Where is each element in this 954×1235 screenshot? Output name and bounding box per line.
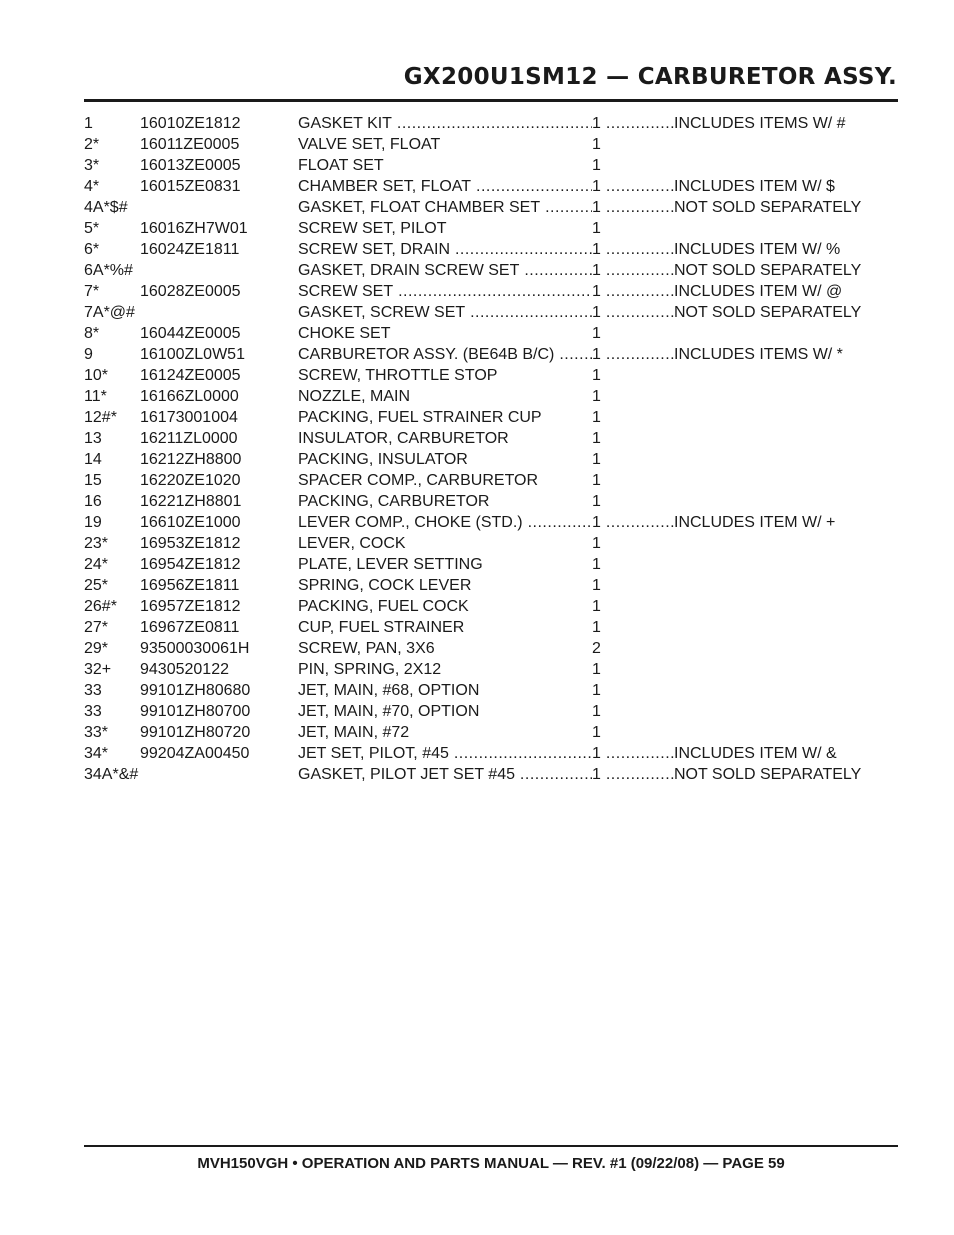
- part-number: 16166ZL0000: [140, 388, 239, 405]
- item-number: 10*: [84, 367, 109, 384]
- part-number: 99101ZH80700: [140, 703, 251, 720]
- remarks: INCLUDES ITEM W/ +: [674, 514, 836, 531]
- item-number: 33: [84, 703, 102, 720]
- part-description: GASKET, SCREW SET .....: [298, 302, 592, 323]
- part-description: JET, MAIN, #70, OPTION: [298, 703, 480, 720]
- item-number: 19: [84, 514, 102, 531]
- part-number: 16221ZH8801: [140, 493, 242, 510]
- parts-list: [84, 113, 864, 785]
- item-number: 7*: [84, 283, 100, 300]
- part-description: CHAMBER SET, FLOAT .....: [298, 176, 592, 197]
- parts-row: [84, 239, 864, 260]
- parts-row: [84, 365, 864, 386]
- part-description: PIN, SPRING, 2X12: [298, 661, 442, 678]
- part-number: 16212ZH8800: [140, 451, 242, 468]
- item-number: 34*: [84, 745, 109, 762]
- remarks: NOT SOLD SEPARATELY: [674, 199, 862, 216]
- quantity: 1: [592, 430, 601, 447]
- part-description: SCREW, PAN, 3X6: [298, 640, 435, 657]
- part-number: 16957ZE1812: [140, 598, 241, 615]
- quantity: 1: [592, 535, 601, 552]
- part-description: SCREW SET, PILOT: [298, 220, 447, 237]
- quantity: 1: [592, 388, 601, 405]
- quantity: 1: [592, 367, 601, 384]
- item-number: 29*: [84, 640, 109, 657]
- parts-row: [84, 533, 864, 554]
- item-number: 1: [84, 115, 93, 132]
- quantity: 1: [592, 409, 601, 426]
- quantity: 1: [592, 157, 601, 174]
- part-description: CARBURETOR ASSY. (BE64B B/C) .....: [298, 344, 592, 365]
- parts-row: [84, 701, 864, 722]
- item-number: 26#*: [84, 598, 117, 615]
- parts-row: [84, 302, 864, 323]
- item-number: 33*: [84, 724, 109, 741]
- quantity: 1: [592, 472, 601, 489]
- parts-row: [84, 344, 864, 365]
- remarks: INCLUDES ITEM W/ @: [674, 283, 843, 300]
- item-number: 9: [84, 346, 93, 363]
- part-number: 16953ZE1812: [140, 535, 241, 552]
- parts-row: [84, 407, 864, 428]
- part-number: 16011ZE0005: [140, 136, 240, 153]
- part-number: 16954ZE1812: [140, 556, 241, 573]
- part-number: 16024ZE1811: [140, 241, 240, 258]
- part-number: 16013ZE0005: [140, 157, 241, 174]
- part-number: 16010ZE1812: [140, 115, 241, 132]
- parts-row: [84, 554, 864, 575]
- quantity: 1: [592, 703, 601, 720]
- footer-divider: [84, 1145, 898, 1147]
- part-description: GASKET KIT .....: [298, 113, 592, 134]
- part-description: SPRING, COCK LEVER: [298, 577, 472, 594]
- part-description: GASKET, PILOT JET SET #45 .....: [298, 764, 592, 785]
- quantity: 1: [592, 220, 601, 237]
- quantity: 2: [592, 640, 601, 657]
- quantity: 1: [592, 493, 601, 510]
- quantity: 1: [592, 136, 601, 153]
- quantity: 1 .....: [592, 239, 674, 260]
- parts-row: [84, 659, 864, 680]
- part-number: 16124ZE0005: [140, 367, 241, 384]
- quantity: 1 .....: [592, 743, 674, 764]
- item-number: 27*: [84, 619, 109, 636]
- quantity: 1 .....: [592, 197, 674, 218]
- quantity: 1 .....: [592, 260, 674, 281]
- parts-row: [84, 680, 864, 701]
- part-description: VALVE SET, FLOAT: [298, 136, 441, 153]
- quantity: 1 .....: [592, 764, 674, 785]
- item-number: 13: [84, 430, 102, 447]
- quantity: 1 .....: [592, 281, 674, 302]
- parts-row: [84, 512, 864, 533]
- item-number: 4*: [84, 178, 100, 195]
- parts-row: [84, 470, 864, 491]
- remarks: INCLUDES ITEM W/ &: [674, 745, 837, 762]
- parts-row: [84, 722, 864, 743]
- part-description: PACKING, INSULATOR: [298, 451, 468, 468]
- part-description: JET, MAIN, #72: [298, 724, 410, 741]
- part-number: 16100ZL0W51: [140, 346, 245, 363]
- part-number: 16967ZE0811: [140, 619, 240, 636]
- part-description: JET, MAIN, #68, OPTION: [298, 682, 480, 699]
- part-description: SCREW, THROTTLE STOP: [298, 367, 498, 384]
- part-description: SPACER COMP., CARBURETOR: [298, 472, 539, 489]
- part-description: LEVER COMP., CHOKE (STD.) .....: [298, 512, 592, 533]
- part-description: PACKING, FUEL STRAINER CUP: [298, 409, 542, 426]
- part-number: 99101ZH80680: [140, 682, 251, 699]
- part-description: CHOKE SET: [298, 325, 391, 342]
- quantity: 1 .....: [592, 344, 674, 365]
- part-number: 99204ZA00450: [140, 745, 250, 762]
- remarks: INCLUDES ITEMS W/ #: [674, 115, 846, 132]
- quantity: 1: [592, 724, 601, 741]
- part-number: 9430520122: [140, 661, 229, 678]
- parts-row: [84, 638, 864, 659]
- parts-row: [84, 386, 864, 407]
- item-number: 8*: [84, 325, 100, 342]
- page-title: GX200U1SM12 — CARBURETOR ASSY.: [403, 64, 897, 90]
- part-description: PLATE, LEVER SETTING: [298, 556, 483, 573]
- parts-row: [84, 449, 864, 470]
- parts-row: [84, 491, 864, 512]
- part-description: PACKING, FUEL COCK: [298, 598, 469, 615]
- part-description: GASKET, FLOAT CHAMBER SET .....: [298, 197, 592, 218]
- quantity: 1: [592, 556, 601, 573]
- quantity: 1: [592, 577, 601, 594]
- item-number: 4A*$#: [84, 199, 128, 216]
- item-number: 14: [84, 451, 102, 468]
- title-divider: [84, 99, 898, 102]
- remarks: INCLUDES ITEM W/ $: [674, 178, 835, 195]
- item-number: 23*: [84, 535, 109, 552]
- part-description: FLOAT SET: [298, 157, 384, 174]
- part-description: NOZZLE, MAIN: [298, 388, 411, 405]
- quantity: 1 .....: [592, 512, 674, 533]
- quantity: 1 .....: [592, 113, 674, 134]
- item-number: 32+: [84, 661, 112, 678]
- remarks: NOT SOLD SEPARATELY: [674, 766, 862, 783]
- item-number: 6*: [84, 241, 100, 258]
- item-number: 7A*@#: [84, 304, 135, 321]
- parts-row: [84, 428, 864, 449]
- remarks: INCLUDES ITEM W/ %: [674, 241, 841, 258]
- item-number: 3*: [84, 157, 100, 174]
- item-number: 16: [84, 493, 102, 510]
- parts-row: [84, 323, 864, 344]
- parts-row: [84, 596, 864, 617]
- quantity: 1 .....: [592, 176, 674, 197]
- parts-row: [84, 575, 864, 596]
- parts-row: [84, 134, 864, 155]
- quantity: 1: [592, 682, 601, 699]
- quantity: 1: [592, 451, 601, 468]
- remarks: NOT SOLD SEPARATELY: [674, 304, 862, 321]
- quantity: 1: [592, 325, 601, 342]
- part-description: LEVER, COCK: [298, 535, 406, 552]
- parts-row: [84, 743, 864, 764]
- parts-row: [84, 113, 864, 134]
- part-description: SCREW SET, DRAIN .....: [298, 239, 592, 260]
- part-description: PACKING, CARBURETOR: [298, 493, 490, 510]
- quantity: 1: [592, 598, 601, 615]
- quantity: 1 .....: [592, 302, 674, 323]
- item-number: 24*: [84, 556, 109, 573]
- part-description: GASKET, DRAIN SCREW SET .....: [298, 260, 592, 281]
- quantity: 1: [592, 661, 601, 678]
- item-number: 33: [84, 682, 102, 699]
- remarks: NOT SOLD SEPARATELY: [674, 262, 862, 279]
- parts-row: [84, 260, 864, 281]
- part-number: 16028ZE0005: [140, 283, 241, 300]
- part-description: INSULATOR, CARBURETOR: [298, 430, 509, 447]
- part-number: 16173001004: [140, 409, 238, 426]
- item-number: 5*: [84, 220, 100, 237]
- footer-text: MVH150VGH • OPERATION AND PARTS MANUAL — REV. #1 (09/22/08) — PAGE 59: [197, 1155, 785, 1172]
- item-number: 25*: [84, 577, 109, 594]
- part-number: 16044ZE0005: [140, 325, 241, 342]
- item-number: 12#*: [84, 409, 117, 426]
- part-number: 16015ZE0831: [140, 178, 241, 195]
- part-number: 99101ZH80720: [140, 724, 251, 741]
- remarks: INCLUDES ITEMS W/ *: [674, 346, 843, 363]
- part-number: 16220ZE1020: [140, 472, 241, 489]
- parts-row: [84, 155, 864, 176]
- part-number: 93500030061H: [140, 640, 250, 657]
- parts-row: [84, 218, 864, 239]
- quantity: 1: [592, 619, 601, 636]
- parts-row: [84, 197, 864, 218]
- item-number: 11*: [84, 388, 107, 405]
- parts-row: [84, 176, 864, 197]
- part-number: 16016ZH7W01: [140, 220, 248, 237]
- part-number: 16211ZL0000: [140, 430, 238, 447]
- parts-row: [84, 617, 864, 638]
- item-number: 2*: [84, 136, 100, 153]
- parts-row: [84, 281, 864, 302]
- part-number: 16956ZE1811: [140, 577, 240, 594]
- item-number: 6A*%#: [84, 262, 133, 279]
- item-number: 34A*&#: [84, 766, 139, 783]
- item-number: 15: [84, 472, 102, 489]
- parts-row: [84, 764, 864, 785]
- part-description: SCREW SET .....: [298, 281, 592, 302]
- part-description: JET SET, PILOT, #45 .....: [298, 743, 592, 764]
- part-number: 16610ZE1000: [140, 514, 241, 531]
- part-description: CUP, FUEL STRAINER: [298, 619, 465, 636]
